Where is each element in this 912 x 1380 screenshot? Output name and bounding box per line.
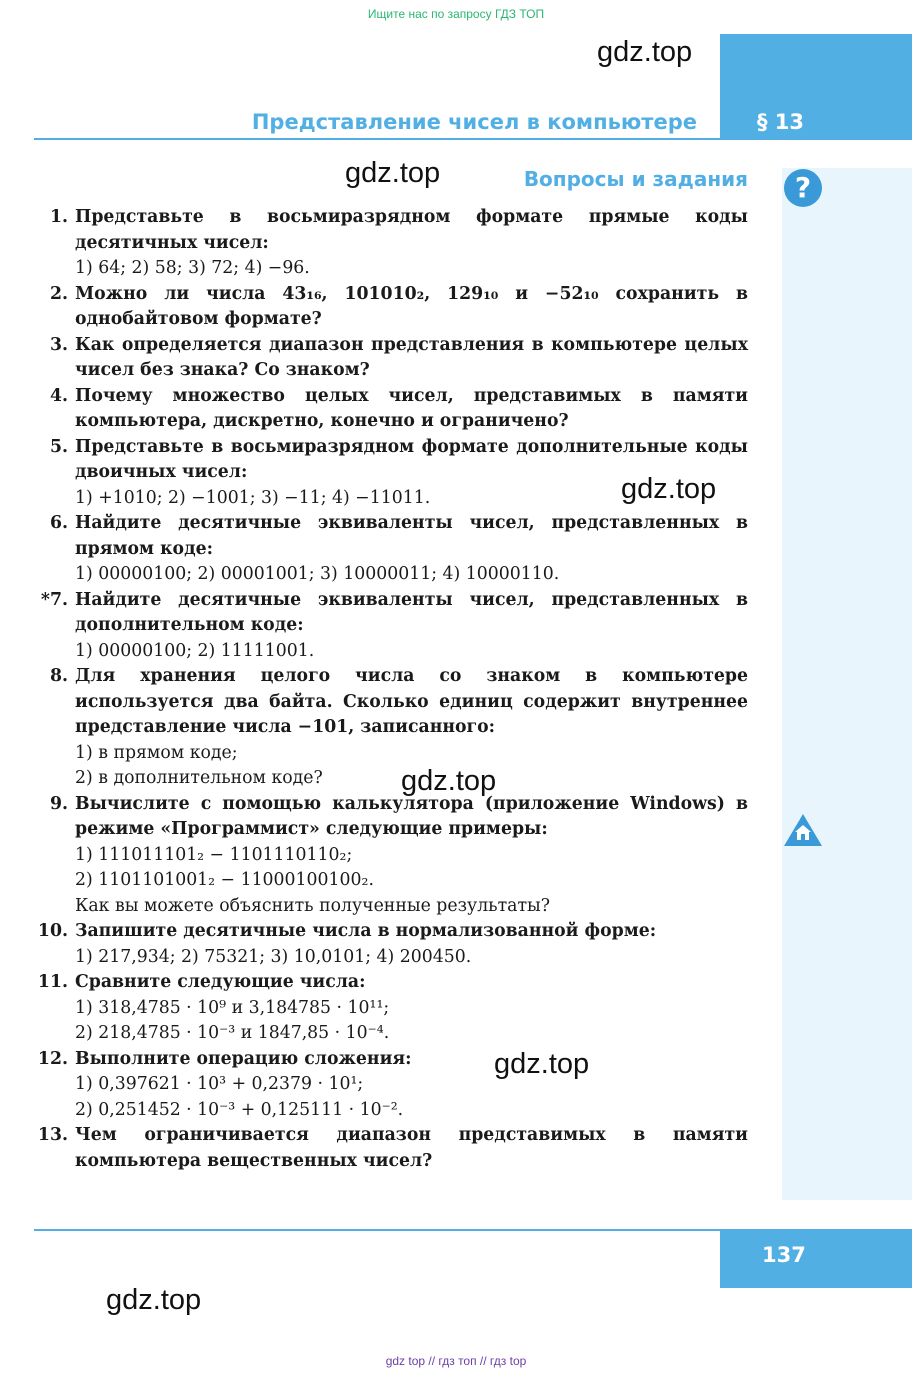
task-option: 1) 0,397621 · 10³ + 0,2379 · 10¹;	[75, 1074, 364, 1094]
task-question: Найдите десятичные эквиваленты чисел, представленных в дополнительном коде:	[75, 589, 748, 635]
task-number: 13.	[37, 1125, 68, 1145]
task-question: Для хранения целого числа со знаком в компьютере используется два байта. Сколько единиц содержит внутреннее представление числа −101, записанного:	[75, 666, 748, 737]
task-item	[34, 384, 748, 435]
watermark: gdz.top	[345, 157, 441, 189]
task-number: 3.	[49, 334, 68, 355]
task-item	[34, 511, 748, 588]
task-item	[34, 1047, 748, 1124]
task-option: 2) 218,4785 · 10⁻³ и 1847,85 · 10⁻⁴.	[75, 1023, 390, 1043]
task-option: 1) 64; 2) 58; 3) 72; 4) −96.	[75, 258, 310, 278]
task-option: 1) 00000100; 2) 11111001.	[75, 640, 315, 661]
task-option: 2) 0,251452 · 10⁻³ + 0,125111 · 10⁻².	[75, 1099, 404, 1120]
task-question: Чем ограничивается диапазон представимых в памяти компьютера вещественных чисел?	[75, 1125, 748, 1171]
bottom-banner[interactable]: gdz top // гдз топ // гдз top	[385, 1354, 527, 1368]
task-item	[34, 333, 748, 384]
side-strip	[782, 168, 912, 1200]
task-option: 1) 217,934; 2) 75321; 3) 10,0101; 4) 200450.	[75, 946, 472, 967]
section-title: Вопросы и задания	[523, 167, 748, 191]
watermark: gdz.top	[597, 36, 693, 68]
task-item	[34, 792, 748, 920]
paragraph-tab	[720, 34, 912, 140]
task-option: 1) 00000100; 2) 00001001; 3) 10000011; 4) 10000110.	[75, 564, 560, 584]
task-number: *7.	[40, 589, 68, 610]
header-rule	[34, 138, 720, 140]
task-number: 4.	[49, 385, 68, 406]
task-item	[34, 970, 748, 1047]
task-option: 2) в дополнительном коде?	[75, 768, 323, 788]
task-number: 9.	[49, 793, 68, 814]
watermark: gdz.top	[106, 1284, 202, 1316]
task-question: Почему множество целых чисел, представимых в памяти компьютера, дискретно, конечно и ограничено?	[75, 385, 748, 431]
watermark: gdz.top	[494, 1048, 590, 1080]
task-question: Представьте в восьмиразрядном формате прямые коды десятичных чисел:	[75, 207, 748, 253]
task-option: Как вы можете объяснить полученные результаты?	[75, 895, 551, 916]
task-question: Выполните операцию сложения:	[75, 1048, 412, 1069]
watermark: gdz.top	[621, 473, 717, 505]
task-number: 10.	[37, 921, 68, 941]
top-banner[interactable]: Ищите нас по запросу ГДЗ ТОП	[367, 7, 545, 21]
task-item	[34, 282, 748, 333]
task-number: 2.	[49, 283, 68, 304]
watermark: gdz.top	[401, 765, 497, 797]
task-number: 6.	[49, 513, 68, 533]
task-option: 1) 111011101₂ − 1101110110₂;	[75, 844, 353, 865]
task-question: Можно ли числа 43₁₆, 101010₂, 129₁₀ и −52₁₀ сохранить в однобайтовом формате?	[75, 283, 748, 329]
paragraph-label: § 13	[757, 110, 805, 134]
task-question: Вычислите с помощью калькулятора (приложение Windows) в режиме «Программист» следующие примеры:	[75, 793, 748, 839]
task-item	[34, 664, 748, 792]
task-question: Запишите десятичные числа в нормализованной форме:	[75, 921, 657, 941]
task-number: 8.	[49, 666, 68, 686]
task-question: Найдите десятичные эквиваленты чисел, представленных в прямом коде:	[75, 513, 748, 559]
chapter-title: Представление чисел в компьютере	[251, 110, 697, 134]
home-icon	[783, 813, 823, 847]
task-item	[34, 919, 748, 970]
task-option: 2) 1101101001₂ − 11000100100₂.	[75, 870, 374, 890]
task-question: Представьте в восьмиразрядном формате дополнительные коды двоичных чисел:	[75, 436, 748, 482]
task-list	[34, 205, 748, 1174]
task-item	[34, 205, 748, 282]
task-question: Как определяется диапазон представления в компьютере целых чисел без знака? Со знаком?	[75, 334, 748, 380]
task-item	[34, 588, 748, 665]
task-question: Сравните следующие числа:	[75, 972, 366, 992]
task-number: 11.	[37, 972, 68, 992]
page-tab	[720, 1229, 912, 1288]
task-number: 12.	[37, 1048, 68, 1069]
task-item	[34, 1123, 748, 1174]
task-option: 1) +1010; 2) −1001; 3) −11; 4) −11011.	[75, 487, 431, 508]
task-option: 1) в прямом коде;	[75, 742, 238, 763]
task-number: 5.	[49, 436, 68, 457]
task-number: 1.	[49, 207, 68, 227]
task-option: 1) 318,4785 · 10⁹ и 3,184785 · 10¹¹;	[75, 997, 390, 1018]
page-number: 137	[762, 1243, 806, 1267]
question-icon: ?	[784, 169, 822, 207]
footer-rule	[34, 1229, 720, 1231]
